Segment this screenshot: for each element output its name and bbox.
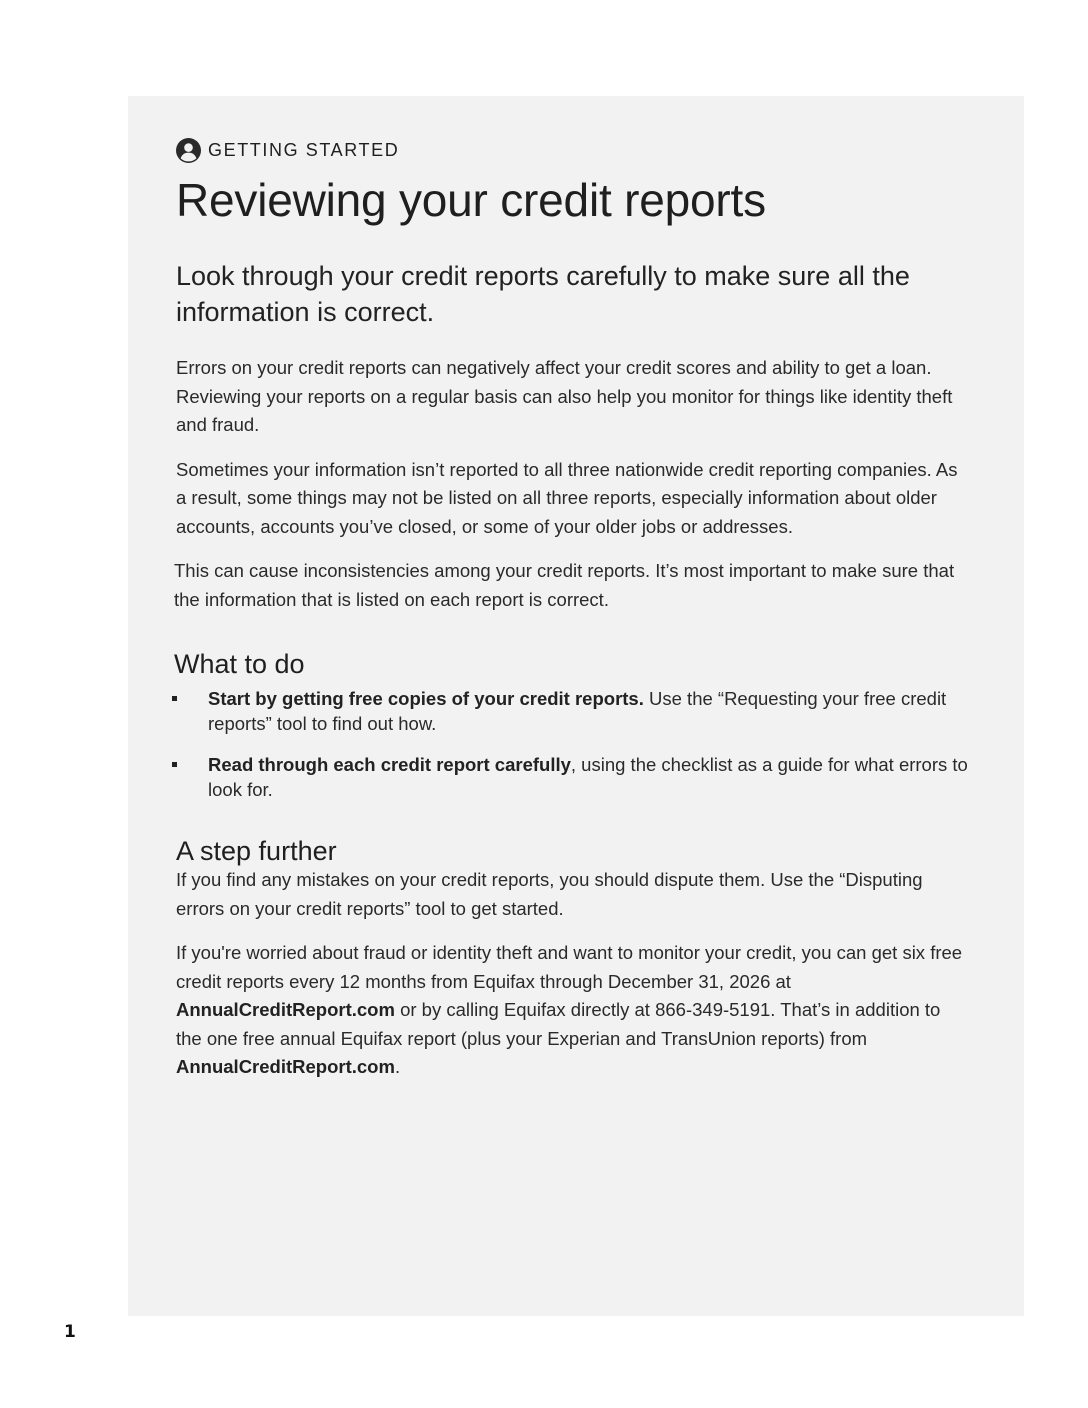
content-area bbox=[176, 136, 976, 1082]
step-further-paragraph-2 bbox=[176, 939, 966, 1082]
what-to-do-heading: What to do bbox=[174, 649, 305, 679]
paragraph-text: or by calling Equifax directly at 866-349-5191. That’s in addition to the one free annual Equifax report (plus your Experian and TransUnion reports) from bbox=[176, 999, 941, 1049]
intro-paragraph-3: This can cause inconsistencies among your credit reports. It’s most important to make sure that the information that is listed on each report is correct. bbox=[174, 560, 955, 610]
section-kicker bbox=[176, 136, 976, 164]
user-circle-icon bbox=[176, 138, 201, 163]
bullet-square-icon bbox=[172, 762, 177, 767]
content-panel bbox=[128, 96, 1024, 1316]
intro-paragraph-2: Sometimes your information isn’t reported to all three nationwide credit reporting companies. As a result, some things may not be listed on all three reports, especially information about older accounts, accounts you’ve closed, or some of your older jobs or addresses. bbox=[176, 458, 958, 537]
section-label: GETTING STARTED bbox=[208, 140, 400, 160]
annualcreditreport-link[interactable]: AnnualCreditReport.com bbox=[176, 999, 395, 1020]
list-item-text: Use the “Requesting your free credit reports” tool to find out how. bbox=[208, 688, 947, 734]
list-item-text: , using the checklist as a guide for what errors to look for. bbox=[208, 754, 968, 800]
list-item bbox=[176, 752, 968, 802]
paragraph-text: . bbox=[394, 1056, 401, 1077]
step-further-paragraph-1: If you find any mistakes on your credit reports, you should dispute them. Use the “Disputing errors on your credit reports” tool to get started. bbox=[176, 869, 923, 919]
list-item-bold: Start by getting free copies of your credit reports. bbox=[208, 688, 644, 709]
list-item-bold: Read through each credit report carefully bbox=[208, 754, 571, 775]
what-to-do-list bbox=[176, 686, 976, 802]
page-title: Reviewing your credit reports bbox=[176, 174, 766, 226]
lead-paragraph: Look through your credit reports carefully to make sure all the information is correct. bbox=[176, 261, 910, 327]
annualcreditreport-link[interactable]: AnnualCreditReport.com bbox=[176, 1056, 395, 1077]
list-item bbox=[176, 686, 968, 736]
intro-paragraph-1: Errors on your credit reports can negatively affect your credit scores and ability to get a loan. Reviewing your reports on a regular basis can also help you monitor for things like identity theft and fraud. bbox=[176, 357, 953, 435]
paragraph-text: If you're worried about fraud or identity theft and want to monitor your credit, you can get six free credit reports every 12 months from Equifax through December 31, 2026 at bbox=[176, 942, 963, 992]
page-number: 1 bbox=[64, 1322, 76, 1342]
step-further-heading: A step further bbox=[176, 836, 337, 866]
bullet-square-icon bbox=[172, 696, 177, 701]
